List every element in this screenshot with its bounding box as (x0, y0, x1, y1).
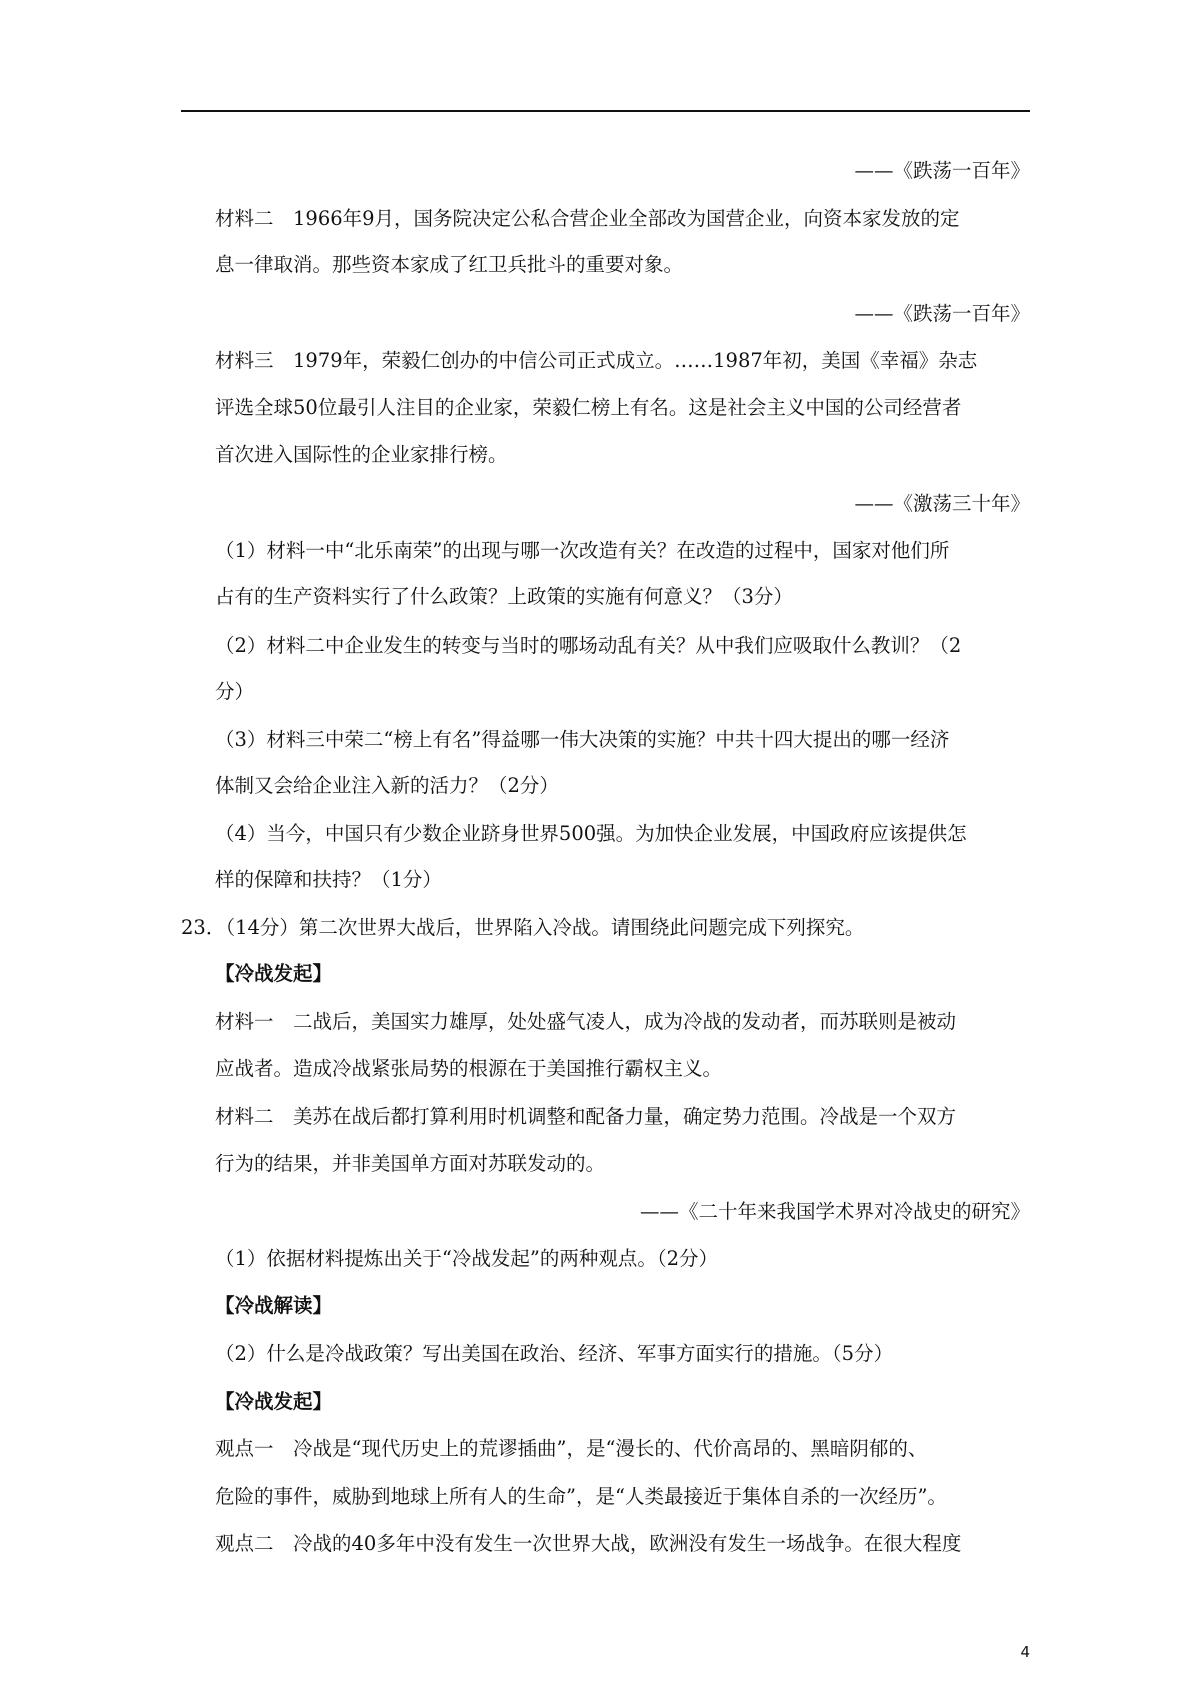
page-number: 4 (1020, 1643, 1030, 1661)
source-citation: ——《跌荡一百年》 (854, 159, 1030, 182)
question-line: 样的保障和扶持？（1分） (215, 868, 442, 891)
question-line: （1）材料一中“北乐南荣”的出现与哪一次改造有关？在改造的过程中，国家对他们所 (215, 539, 950, 562)
question-23-heading: 23．（14分）第二次世界大战后，世界陷入冷战。请围绕此问题完成下列探究。 (181, 916, 865, 939)
material-line: 材料二 美苏在战后都打算利用时机调整和配备力量，确定势力范围。冷战是一个双方 (215, 1105, 957, 1128)
section-heading: 【冷战发起】 (215, 962, 333, 985)
material-line: 息一律取消。那些资本家成了红卫兵批斗的重要对象。 (215, 253, 684, 276)
material-line: 材料二 1966年9月，国务院决定公私合营企业全部改为国营企业，向资本家发放的定 (215, 207, 960, 230)
viewpoint-line: 观点一 冷战是“现代历史上的荒谬插曲”，是“漫长的、代价高昂的、黑暗阴郁的、 (215, 1437, 928, 1460)
header-rule (181, 110, 1030, 112)
source-citation: ——《激荡三十年》 (854, 492, 1030, 515)
material-line: 材料三 1979年，荣毅仁创办的中信公司正式成立。……1987年初，美国《幸福》杂志 (215, 349, 978, 372)
viewpoint-line: 观点二 冷战的40多年中没有发生一次世界大战，欧洲没有发生一场战争。在很大程度 (215, 1532, 962, 1555)
question-line: （2）什么是冷战政策？写出美国在政治、经济、军事方面实行的措施。（5分） (215, 1342, 894, 1365)
material-line: 评选全球50位最引人注目的企业家，荣毅仁榜上有名。这是社会主义中国的公司经营者 (215, 396, 962, 419)
material-line: 行为的结果，并非美国单方面对苏联发动的。 (215, 1152, 606, 1175)
source-citation: ——《二十年来我国学术界对冷战史的研究》 (639, 1200, 1030, 1223)
question-line: 体制又会给企业注入新的活力？（2分） (215, 774, 559, 797)
material-line: 材料一 二战后，美国实力雄厚，处处盛气凌人，成为冷战的发动者，而苏联则是被动 (215, 1010, 957, 1033)
question-line: 分） (215, 680, 255, 703)
section-heading: 【冷战解读】 (215, 1294, 333, 1317)
question-line: （3）材料三中荣二“榜上有名”得益哪一伟大决策的实施？中共十四大提出的哪一经济 (215, 728, 950, 751)
question-line: （4）当今，中国只有少数企业跻身世界500强。为加快企业发展，中国政府应该提供怎 (215, 822, 967, 845)
material-line: 应战者。造成冷战紧张局势的根源在于美国推行霸权主义。 (215, 1057, 723, 1080)
question-line: （2）材料二中企业发生的转变与当时的哪场动乱有关？从中我们应吸取什么教训？（2 (215, 634, 962, 657)
source-citation: ——《跌荡一百年》 (854, 302, 1030, 325)
viewpoint-line: 危险的事件，威胁到地球上所有人的生命”，是“人类最接近于集体自杀的一次经历”。 (215, 1485, 947, 1508)
question-line: （1）依据材料提炼出关于“冷战发起”的两种观点。（2分） (215, 1247, 719, 1270)
material-line: 首次进入国际性的企业家排行榜。 (215, 443, 508, 466)
section-heading: 【冷战发起】 (215, 1390, 333, 1413)
question-line: 占有的生产资料实行了什么政策？上政策的实施有何意义？（3分） (215, 585, 793, 608)
